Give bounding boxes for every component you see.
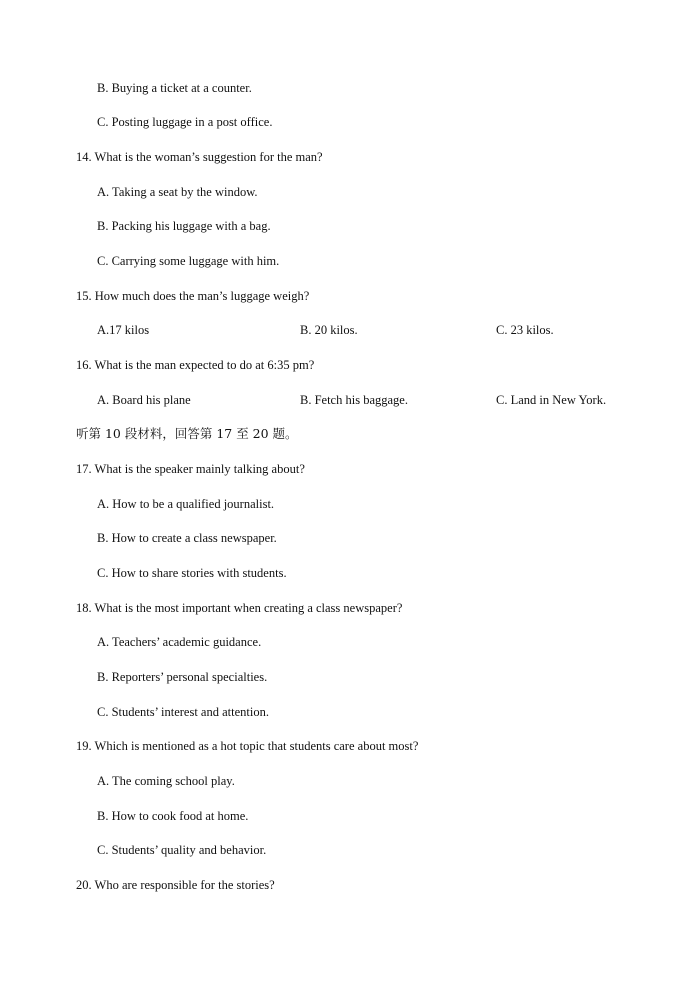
q15-option-c: C. 23 kilos. bbox=[496, 323, 554, 337]
q18-option-c: C. Students’ interest and attention. bbox=[97, 705, 269, 719]
q15-option-b: B. 20 kilos. bbox=[300, 323, 358, 337]
q17-option-b: B. How to create a class newspaper. bbox=[97, 531, 277, 545]
q16-option-c: C. Land in New York. bbox=[496, 393, 607, 407]
q16-option-a: A. Board his plane bbox=[97, 393, 191, 407]
q19-option-c: C. Students’ quality and behavior. bbox=[97, 843, 267, 857]
q17-option-c: C. How to share stories with students. bbox=[97, 566, 287, 580]
question-16: 16. What is the man expected to do at 6:35 pm? bbox=[76, 358, 315, 372]
q14-option-b: B. Packing his luggage with a bag. bbox=[97, 219, 271, 233]
q19-option-b: B. How to cook food at home. bbox=[97, 809, 249, 823]
q19-option-a: A. The coming school play. bbox=[97, 774, 235, 788]
q13-option-c: C. Posting luggage in a post office. bbox=[97, 115, 273, 129]
question-20: 20. Who are responsible for the stories? bbox=[76, 878, 275, 892]
q13-option-b: B. Buying a ticket at a counter. bbox=[97, 81, 252, 95]
section-instruction: 听第 10 段材料，回答第 17 至 20 题。 bbox=[76, 426, 298, 441]
question-18: 18. What is the most important when creating a class newspaper? bbox=[76, 601, 403, 615]
q15-option-a: A.17 kilos bbox=[97, 323, 150, 337]
question-14: 14. What is the woman’s suggestion for the man? bbox=[76, 150, 323, 164]
q14-option-a: A. Taking a seat by the window. bbox=[97, 185, 258, 199]
q18-option-a: A. Teachers’ academic guidance. bbox=[97, 635, 262, 649]
q18-option-b: B. Reporters’ personal specialties. bbox=[97, 670, 268, 684]
question-17: 17. What is the speaker mainly talking about? bbox=[76, 462, 305, 476]
question-15: 15. How much does the man’s luggage weigh? bbox=[76, 289, 310, 303]
q17-option-a: A. How to be a qualified journalist. bbox=[97, 497, 275, 511]
question-19: 19. Which is mentioned as a hot topic that students care about most? bbox=[76, 739, 419, 753]
q14-option-c: C. Carrying some luggage with him. bbox=[97, 254, 280, 268]
q16-option-b: B. Fetch his baggage. bbox=[300, 393, 408, 407]
